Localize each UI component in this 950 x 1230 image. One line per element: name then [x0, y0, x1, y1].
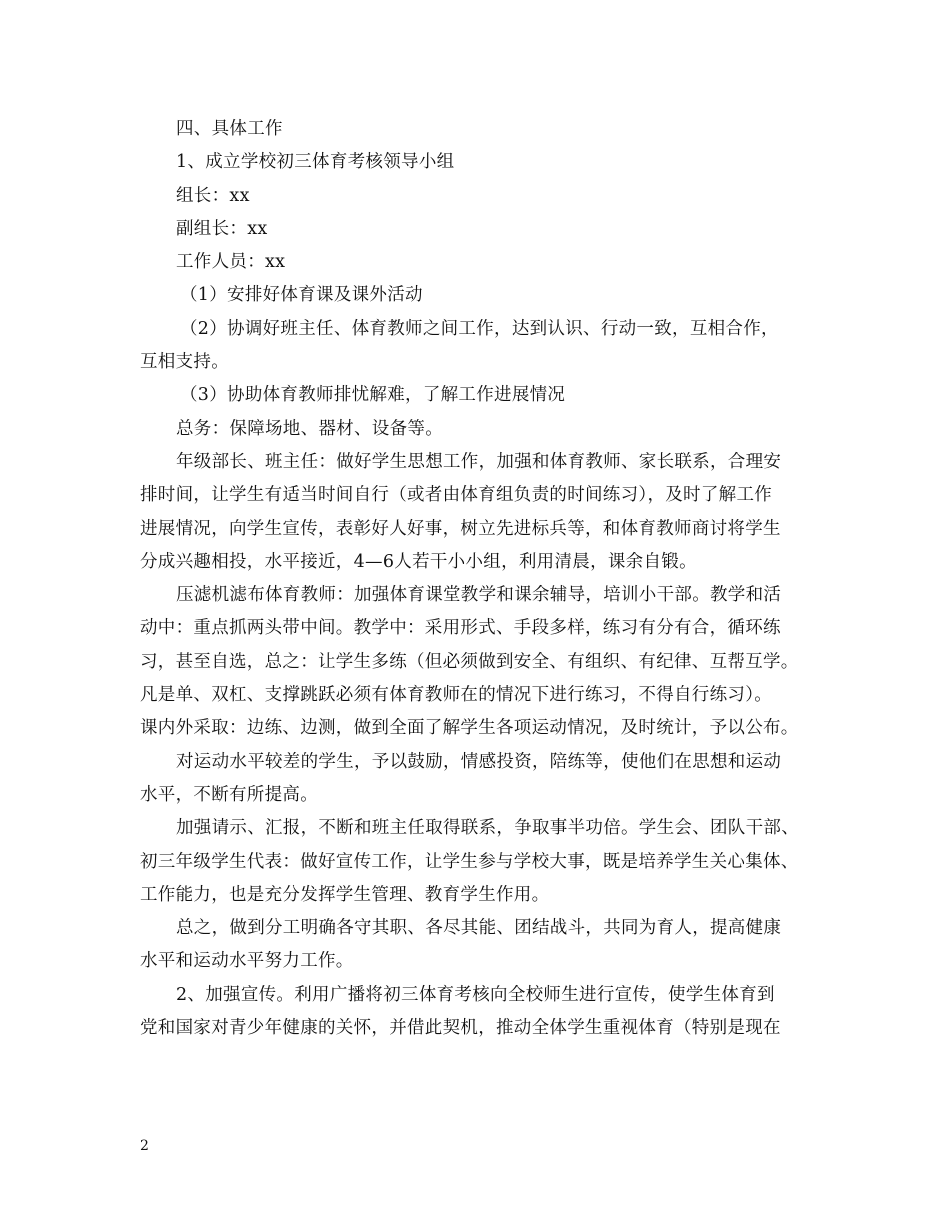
text-line: （1）安排好体育课及课外活动 — [180, 285, 423, 306]
text-line: 副组长：xx — [176, 218, 268, 239]
text-line: 水平，不断有所提高。 — [140, 784, 318, 805]
text-line: 组长：xx — [176, 185, 250, 206]
text-line: 党和国家对青少年健康的关怀，并借此契机，推动全体学生重视体育（特别是现在 — [140, 1018, 781, 1039]
text-line: 课内外采取：边练、边测，做到全面了解学生各项运动情况，及时统计，予以公布。 — [140, 718, 799, 739]
text-line: 互相支持。 — [140, 352, 229, 373]
text-line: 对运动水平较差的学生，予以鼓励，情感投资，陪练等，使他们在思想和运动 — [176, 751, 782, 772]
text-line: 四、具体工作 — [176, 119, 283, 139]
text-line: 工作人员：xx — [176, 252, 286, 273]
text-line: 2、加强宣传。利用广播将初三体育考核向全校师生进行宣传，使学生体育到 — [176, 984, 775, 1005]
text-line: 总务：保障场地、器材、设备等。 — [176, 418, 443, 439]
text-line: 年级部长、班主任：做好学生思想工作，加强和体育教师、家长联系，合理安 — [176, 451, 782, 472]
document-body — [140, 113, 820, 1045]
text-line: 1、成立学校初三体育考核领导小组 — [176, 152, 455, 173]
text-line: 排时间，让学生有适当时间自行（或者由体育组负责的时间练习），及时了解工作 — [140, 485, 773, 506]
text-line: 分成兴趣相投，水平接近，4—6人若干小小组，利用清晨，课余自锻。 — [140, 551, 697, 572]
text-line: 进展情况，向学生宣传，表彰好人好事，树立先进标兵等，和体育教师商讨将学生 — [140, 518, 781, 539]
text-line: 总之，做到分工明确各守其职、各尽其能、团结战斗，共同为育人，提高健康 — [176, 918, 782, 939]
text-line: 动中：重点抓两头带中间。教学中：采用形式、手段多样，练习有分有合，循环练 — [140, 618, 781, 639]
text-line: 习，甚至自选，总之：让学生多练（但必须做到安全、有组织、有纪律、互帮互学。 — [140, 651, 799, 672]
text-line: 加强请示、汇报，不断和班主任取得联系，争取事半功倍。学生会、团队干部、 — [176, 818, 799, 839]
text-line: 水平和运动水平努力工作。 — [140, 951, 354, 972]
text-line: 凡是单、双杠、支撑跳跃必须有体育教师在的情况下进行练习，不得自行练习）。 — [140, 685, 773, 706]
text-line: 工作能力，也是充分发挥学生管理、教育学生作用。 — [140, 884, 550, 905]
text-line: 压滤机滤布体育教师：加强体育课堂教学和课余辅导，培训小干部。教学和活 — [176, 585, 782, 606]
page-number: 2 — [140, 1138, 149, 1154]
text-line: （2）协调好班主任、体育教师之间工作，达到认识、行动一致，互相合作， — [180, 318, 779, 339]
text-line: （3）协助体育教师排忧解难，了解工作进展情况 — [180, 385, 566, 406]
text-line: 初三年级学生代表：做好宣传工作，让学生参与学校大事，既是培养学生关心集体、 — [140, 851, 799, 872]
